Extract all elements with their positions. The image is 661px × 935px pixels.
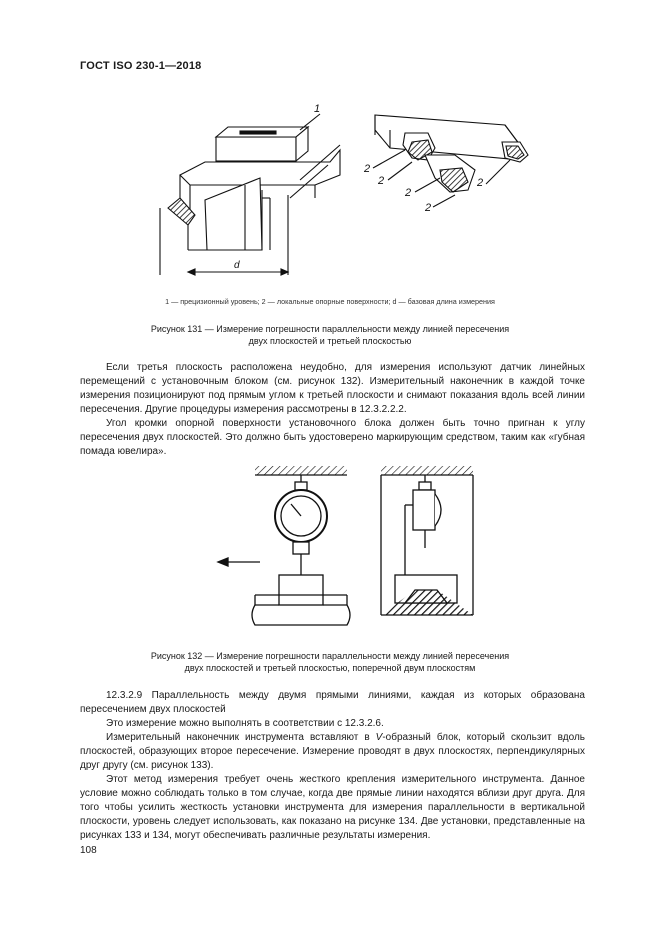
paragraph: Угол кромки опорной поверхности установочного блока должен быть точно пригнан к углу пересечения двух плоскостей. Это должно быть удостоверено маркирующим средством, таким как «губная помада ювелира». — [80, 418, 585, 457]
section-heading-12-3-2-9: 12.3.2.9 Параллельность между двумя прямыми линиями, каждая из которых образована пересечением двух плоскостей — [80, 690, 585, 715]
body-block-2 — [80, 689, 585, 843]
dimension-d-label: d — [234, 260, 240, 271]
dial-indicator-front-view — [218, 466, 350, 625]
callout-1: 1 — [314, 103, 321, 115]
figure-131 — [150, 100, 560, 285]
figure-131-caption-line-1: Рисунок 131 — Измерение погрешности параллельности между линией пересечения — [150, 324, 510, 334]
figure-132-caption-line-2: двух плоскостей и третьей плоскостью, поперечной двум плоскостям — [184, 663, 476, 673]
paragraph: Это измерение можно выполнять в соответствии с 12.3.2.6. — [106, 718, 384, 729]
callout-2-e: 2 — [477, 177, 484, 189]
paragraph — [80, 731, 585, 773]
callout-2-d: 2 — [425, 202, 432, 214]
callout-2-b: 2 — [378, 175, 385, 187]
figure-131-legend: 1 — прецизионный уровень; 2 — локальные опорные поверхности; d — базовая длина измерения — [165, 297, 495, 306]
paragraph: Этот метод измерения требует очень жесткого крепления измерительного инструмента. Данное условие можно соблюдать только в том случае, когда две прямые линии находятся вблизи друг друга. Для того чтобы усилить жесткость установки инструмента для измерения параллельности в вертикальной плоскости, уровень следует использовать, как показано на рисунке 134. Две установки, представленные на рисунках 133 и 134, могут обеспечивать различные результаты измерения. — [80, 774, 585, 841]
precision-level-drawing — [160, 114, 340, 275]
figure-132-caption-line-1: Рисунок 132 — Измерение погрешности параллельности между линией пересечения — [150, 651, 510, 661]
paragraph-text: Измерительный наконечник инструмента вставляют в — [106, 732, 376, 743]
callout-2-c: 2 — [405, 187, 412, 199]
paragraph-text: -образный блок, который скользит вдоль плоскостей, образующих второе пересечение. Измерение проводят в двух плоскостях, перпендикулярных друг другу (см. рисунок 133). — [80, 732, 585, 771]
document-header: ГОСТ ISO 230-1—2018 — [80, 60, 202, 72]
figure-131-caption — [80, 323, 580, 347]
local-support-surfaces-drawing — [373, 115, 528, 207]
paragraph: Если третья плоскость расположена неудобно, для измерения используют датчик линейных перемещений с установочным блоком (см. рисунок 132). Измерительный наконечник в каждой точке измерения позиционируют под прямым углом к третьей плоскости и снимают показания вдоль всей линии пересечения. Другие процедуры измерения рассмотрены в 12.3.2.2.2. — [80, 362, 585, 415]
dial-indicator-side-view — [381, 466, 473, 615]
figure-131-caption-line-2: двух плоскостей и третьей плоскостью — [248, 336, 412, 346]
figure-132 — [215, 460, 485, 640]
page-number: 108 — [80, 845, 97, 856]
figure-132-caption — [80, 650, 580, 674]
callout-2-a: 2 — [364, 163, 371, 175]
v-letter: V — [375, 732, 383, 743]
body-block-1 — [80, 361, 585, 459]
